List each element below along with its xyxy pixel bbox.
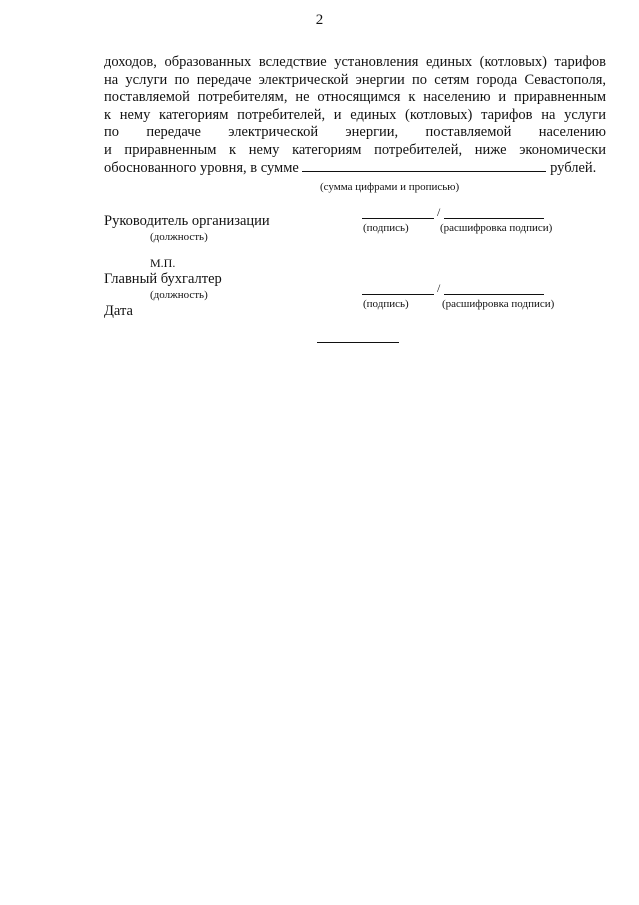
page-number: 2 (315, 12, 324, 28)
accountant-signature-line (362, 294, 434, 295)
paragraph-line: и приравненным к нему категориям потребителей, ниже экономически (104, 141, 606, 158)
amount-prefix: обоснованного уровня, в сумме (104, 160, 299, 176)
document-end-rule (317, 342, 399, 343)
body-paragraph (104, 54, 606, 177)
accountant-signature-hint: (подпись) (363, 298, 409, 310)
director-signature-hint: (подпись) (363, 222, 409, 234)
director-position-hint: (должность) (150, 231, 208, 243)
director-label: Руководитель организации (104, 213, 270, 229)
paragraph-line: к нему категориям потребителей, и единых (котловых) тарифов на услуги (104, 106, 606, 123)
paragraph-line: доходов, образованных вследствие установления единых (котловых) тарифов (104, 54, 606, 70)
accountant-slash: / (437, 281, 441, 295)
date-label: Дата (104, 303, 133, 319)
paragraph-line: по передаче электрической энергии, поставляемой населению (104, 124, 606, 140)
accountant-decoding-hint: (расшифровка подписи) (442, 298, 555, 310)
paragraph-line: поставляемой потребителям, не относящимся к населению и приравненным (104, 89, 606, 105)
accountant-decoding-line (444, 294, 544, 295)
director-slash: / (437, 205, 441, 219)
accountant-label: Главный бухгалтер (104, 271, 222, 287)
amount-hint: (сумма цифрами и прописью) (320, 181, 460, 193)
accountant-position-hint: (должность) (150, 289, 208, 301)
seal-label: М.П. (150, 256, 176, 270)
amount-blank (302, 159, 546, 172)
director-signature-line (362, 218, 434, 219)
paragraph-last-line (104, 159, 606, 177)
director-decoding-line (444, 218, 544, 219)
director-decoding-hint: (расшифровка подписи) (440, 222, 553, 234)
amount-suffix: рублей. (550, 160, 597, 176)
paragraph-line: на услуги по передаче электрической энергии по сетям города Севастополя, (104, 71, 606, 88)
